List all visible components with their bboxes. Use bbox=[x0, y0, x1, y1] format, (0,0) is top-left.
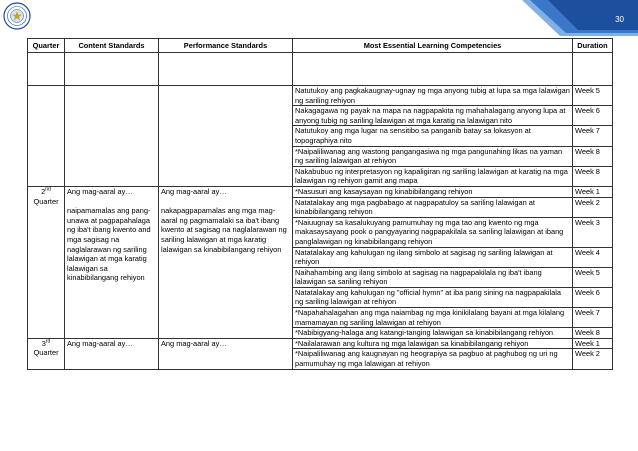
competency-cell: *Nailalarawan ang kultura ng mga lalawigan sa kinabibilangang rehiyon bbox=[293, 338, 573, 349]
competency-cell: Natutukoy ang pagkakaugnay-ugnay ng mga anyong tubig at lupa sa mga lalawigan ng sariling rehiyon bbox=[293, 86, 573, 106]
competency-cell: *Naipaliliwanag ang kaugnayan ng heograpiya sa pagbuo at paghubog ng uri ng pamumuhay ng mga lalawigan at rehiyon bbox=[293, 349, 573, 369]
deped-seal-icon bbox=[3, 2, 31, 30]
column-header-duration: Duration bbox=[573, 39, 613, 53]
week-cell: Week 7 bbox=[573, 308, 613, 328]
week-cell: Week 6 bbox=[573, 287, 613, 307]
week-cell: Week 8 bbox=[573, 166, 613, 186]
quarter-suffix: rd bbox=[45, 338, 51, 345]
column-header-content-standards: Content Standards bbox=[65, 39, 159, 53]
curriculum-table bbox=[27, 38, 613, 370]
performance-standard-intro: Ang mag-aaral ay… bbox=[161, 186, 227, 196]
quarter-number: 3 bbox=[41, 338, 46, 348]
table-row bbox=[28, 86, 613, 106]
competency-cell: *Nabibigyang-halaga ang katangi-tanging lalawigan sa kinabibilangang rehiyon bbox=[293, 328, 573, 339]
performance-standard-cell-empty bbox=[159, 86, 293, 187]
week-cell: Week 8 bbox=[573, 328, 613, 339]
content-standard-body: naipamamalas ang pang- unawa at pagpapahalaga ng iba't ibang kwento and mga sagisag na naglalarawan ng sariling lalawigan at mga karatig lalawigan sa kinabibilangang rehiyon bbox=[67, 206, 151, 283]
competency-cell: Natatalakay ang kahulugan ng ilang simbolo at sagisag ng sariling lalawigan at rehiyon bbox=[293, 247, 573, 267]
competency-cell: Natutukoy ang mga lugar na sensitibo sa panganib batay sa lokasyon at topographiya nito bbox=[293, 126, 573, 146]
week-cell: Week 1 bbox=[573, 186, 613, 197]
competency-cell: Natatalakay ang mga pagbabago at nagpapatuloy sa sariling lalawigan at kinabibilangang rehiyon bbox=[293, 197, 573, 217]
quarter-word: Quarter bbox=[33, 348, 59, 358]
page-number: 30 bbox=[615, 15, 624, 24]
week-cell: Week 8 bbox=[573, 146, 613, 166]
content-standard-cell bbox=[65, 186, 159, 338]
competency-cell: Naihahambing ang ilang simbolo at sagisag na nagpapakilala ng iba't ibang lalawigan sa sariling rehiyon bbox=[293, 267, 573, 287]
week-cell: Week 5 bbox=[573, 86, 613, 106]
competency-cell: *Naipaliliwanag ang wastong pangangasiwa ng mga pangunahing likas na yaman ng sariling lalawigan at rehiyon bbox=[293, 146, 573, 166]
competency-cell: *Nasusuri ang kasaysayan ng kinabibilangang rehiyon bbox=[293, 186, 573, 197]
competency-cell: *Napahahalagahan ang mga naiambag ng mga kinikilalang bayani at mga kilalang mamamayan ng sariling lalawigan at rehiyon bbox=[293, 308, 573, 328]
competency-cell: *Naiuugnay sa kasalukuyang pamumuhay ng mga tao ang kwento ng mga makasaysayang pook o pangyayaring nagpapakilala sa sariling lalawigan at ibang panglalawigan ng kinabibilangang rehiyon bbox=[293, 217, 573, 247]
table-header-row bbox=[28, 39, 613, 53]
performance-standard-cell bbox=[159, 186, 293, 338]
quarter-suffix: nd bbox=[45, 186, 51, 193]
table-spacer-row bbox=[28, 53, 613, 86]
week-cell: Week 1 bbox=[573, 338, 613, 349]
column-header-competencies: Most Essential Learning Competencies bbox=[293, 39, 573, 53]
column-header-performance-standards: Performance Standards bbox=[159, 39, 293, 53]
week-cell: Week 2 bbox=[573, 197, 613, 217]
content-standard-cell: Ang mag-aaral ay… bbox=[65, 338, 159, 369]
performance-standard-cell: Ang mag-aaral ay… bbox=[159, 338, 293, 369]
quarter-word: Quarter bbox=[33, 196, 59, 206]
column-header-quarter: Quarter bbox=[28, 39, 65, 53]
content-standard-intro: Ang mag-aaral ay… bbox=[67, 186, 133, 196]
quarter-number: 2 bbox=[41, 186, 46, 196]
competency-cell: Nakabubuo ng interpretasyon ng kapaligiran ng sariling lalawigan at karatig na mga lalawigan ng rehiyon gamit ang mapa bbox=[293, 166, 573, 186]
week-cell: Week 2 bbox=[573, 349, 613, 369]
quarter-cell-empty bbox=[28, 86, 65, 187]
content-standard-cell-empty bbox=[65, 86, 159, 187]
quarter-cell-2nd bbox=[28, 186, 65, 338]
competency-cell: Natatalakay ang kahulugan ng "official hymn" at iba pang sining na nagpapakilala ng sariling lalawigan at rehiyon bbox=[293, 287, 573, 307]
performance-standard-body: nakapagpapamalas ang mga mag-aaral ng pagmamalaki sa iba't ibang kwento at sagisag na naglalarawan ng sariling lalawigan at mga karatig lalawigan sa kinabibilangang rehiyon bbox=[161, 206, 287, 254]
week-cell: Week 3 bbox=[573, 217, 613, 247]
competency-cell: Nakagagawa ng payak na mapa na nagpapakita ng mahahalagang anyong lupa at anyong tubig ng sariling lalawigan at mga karatig na lalawigan nito bbox=[293, 106, 573, 126]
quarter-cell-3rd bbox=[28, 338, 65, 369]
week-cell: Week 5 bbox=[573, 267, 613, 287]
week-cell: Week 6 bbox=[573, 106, 613, 126]
table-row bbox=[28, 186, 613, 197]
page-header bbox=[0, 0, 638, 36]
header-banner bbox=[0, 0, 638, 36]
table-row bbox=[28, 338, 613, 349]
week-cell: Week 7 bbox=[573, 126, 613, 146]
week-cell: Week 4 bbox=[573, 247, 613, 267]
